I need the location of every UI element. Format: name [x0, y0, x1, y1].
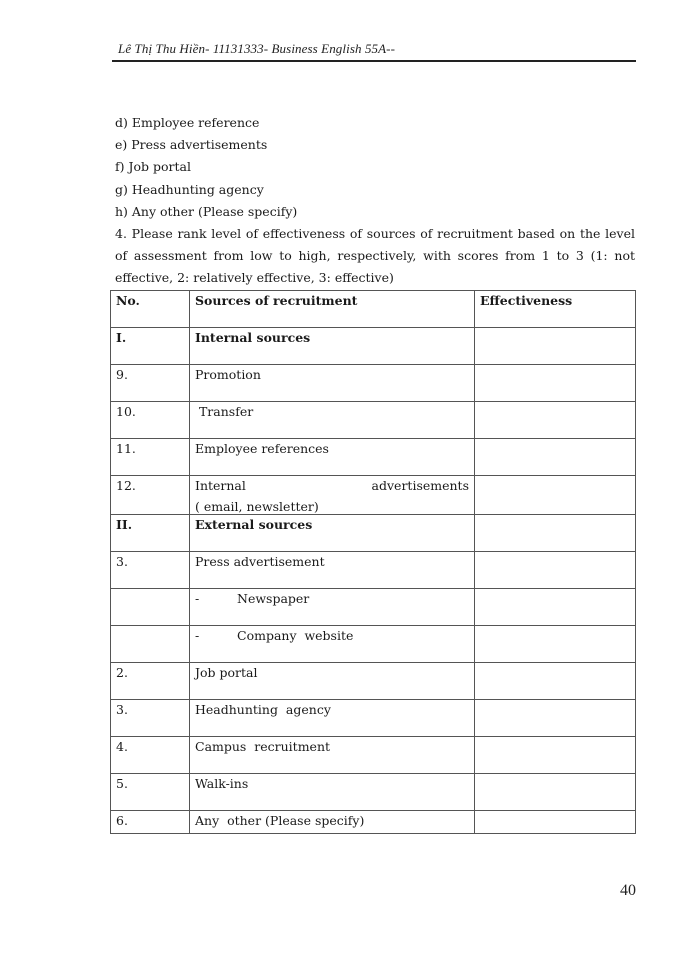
row-source: Transfer	[190, 402, 475, 439]
option-h: h) Any other (Please specify)	[115, 203, 298, 219]
row-source	[190, 589, 475, 626]
header-source: Sources of recruitment	[190, 291, 475, 328]
page-header	[112, 40, 636, 62]
effectiveness-cell[interactable]	[475, 515, 636, 552]
effectiveness-cell[interactable]	[475, 811, 636, 834]
table-row	[111, 811, 636, 834]
effectiveness-cell[interactable]	[475, 328, 636, 365]
row-no: 6.	[111, 811, 190, 834]
row-no: 12.	[111, 476, 190, 515]
section-row-external	[111, 515, 636, 552]
source-left: Internal	[195, 478, 246, 493]
table-row	[111, 402, 636, 439]
effectiveness-cell[interactable]	[475, 476, 636, 515]
source-right: advertisements	[371, 478, 469, 493]
section-no: I.	[111, 328, 190, 365]
effectiveness-cell[interactable]	[475, 774, 636, 811]
option-e: e) Press advertisements	[115, 137, 268, 153]
table-row	[111, 552, 636, 589]
effectiveness-cell[interactable]	[475, 439, 636, 476]
row-no	[111, 589, 190, 626]
row-no: 2.	[111, 663, 190, 700]
row-no: 10.	[111, 402, 190, 439]
header-text: Lê Thị Thu Hiền- 11131333- Business English 55A--	[118, 41, 396, 56]
table-row	[111, 476, 636, 515]
table-row	[111, 737, 636, 774]
sub-item-dash: -	[195, 628, 200, 643]
document-body	[115, 112, 635, 289]
row-no: 9.	[111, 365, 190, 402]
option-f: f) Job portal	[115, 159, 191, 175]
effectiveness-cell[interactable]	[475, 700, 636, 737]
option-d: d) Employee reference	[115, 115, 260, 130]
row-no: 11.	[111, 439, 190, 476]
recruitment-table	[110, 290, 636, 834]
row-no: 3.	[111, 700, 190, 737]
row-source: Headhunting agency	[190, 700, 475, 737]
row-no: 3.	[111, 552, 190, 589]
effectiveness-cell[interactable]	[475, 626, 636, 663]
section-label: Internal sources	[190, 328, 475, 365]
sub-item-label: Newspaper	[237, 591, 310, 606]
row-source: Any other (Please specify)	[190, 811, 475, 834]
effectiveness-cell[interactable]	[475, 737, 636, 774]
row-source: Employee references	[190, 439, 475, 476]
row-source: Press advertisement	[190, 552, 475, 589]
table-row	[111, 663, 636, 700]
table-row	[111, 626, 636, 663]
row-source: Promotion	[190, 365, 475, 402]
row-source: Walk-ins	[190, 774, 475, 811]
row-no: 4.	[111, 737, 190, 774]
page-number: 40	[620, 882, 636, 899]
effectiveness-cell[interactable]	[475, 589, 636, 626]
table-row	[111, 365, 636, 402]
sub-item-label: Company website	[237, 628, 354, 643]
table-row	[111, 439, 636, 476]
effectiveness-cell[interactable]	[475, 663, 636, 700]
sub-item	[195, 628, 469, 643]
row-source: Job portal	[190, 663, 475, 700]
header-effectiveness: Effectiveness	[475, 291, 636, 328]
sub-item-dash: -	[195, 591, 200, 606]
question-4: 4. Please rank level of effectiveness of sources of recruitment based on the level of assessment from low to high, respectively, with scores from 1 to 3 (1: not effective, 2: relatively effective, 3: effective)	[115, 225, 635, 285]
table-row	[111, 700, 636, 737]
source-line-2: ( email, newsletter)	[195, 499, 319, 514]
row-no	[111, 626, 190, 663]
row-source	[190, 476, 475, 515]
effectiveness-cell[interactable]	[475, 402, 636, 439]
row-source: Campus recruitment	[190, 737, 475, 774]
source-line-1	[195, 478, 469, 493]
sub-item	[195, 591, 469, 606]
table-row	[111, 589, 636, 626]
section-label: External sources	[190, 515, 475, 552]
header-no: No.	[111, 291, 190, 328]
row-no: 5.	[111, 774, 190, 811]
option-g: g) Headhunting agency	[115, 181, 264, 197]
effectiveness-cell[interactable]	[475, 552, 636, 589]
effectiveness-cell[interactable]	[475, 365, 636, 402]
section-no: II.	[111, 515, 190, 552]
section-row-internal	[111, 328, 636, 365]
row-source	[190, 626, 475, 663]
table-header-row	[111, 291, 636, 328]
table-row	[111, 774, 636, 811]
